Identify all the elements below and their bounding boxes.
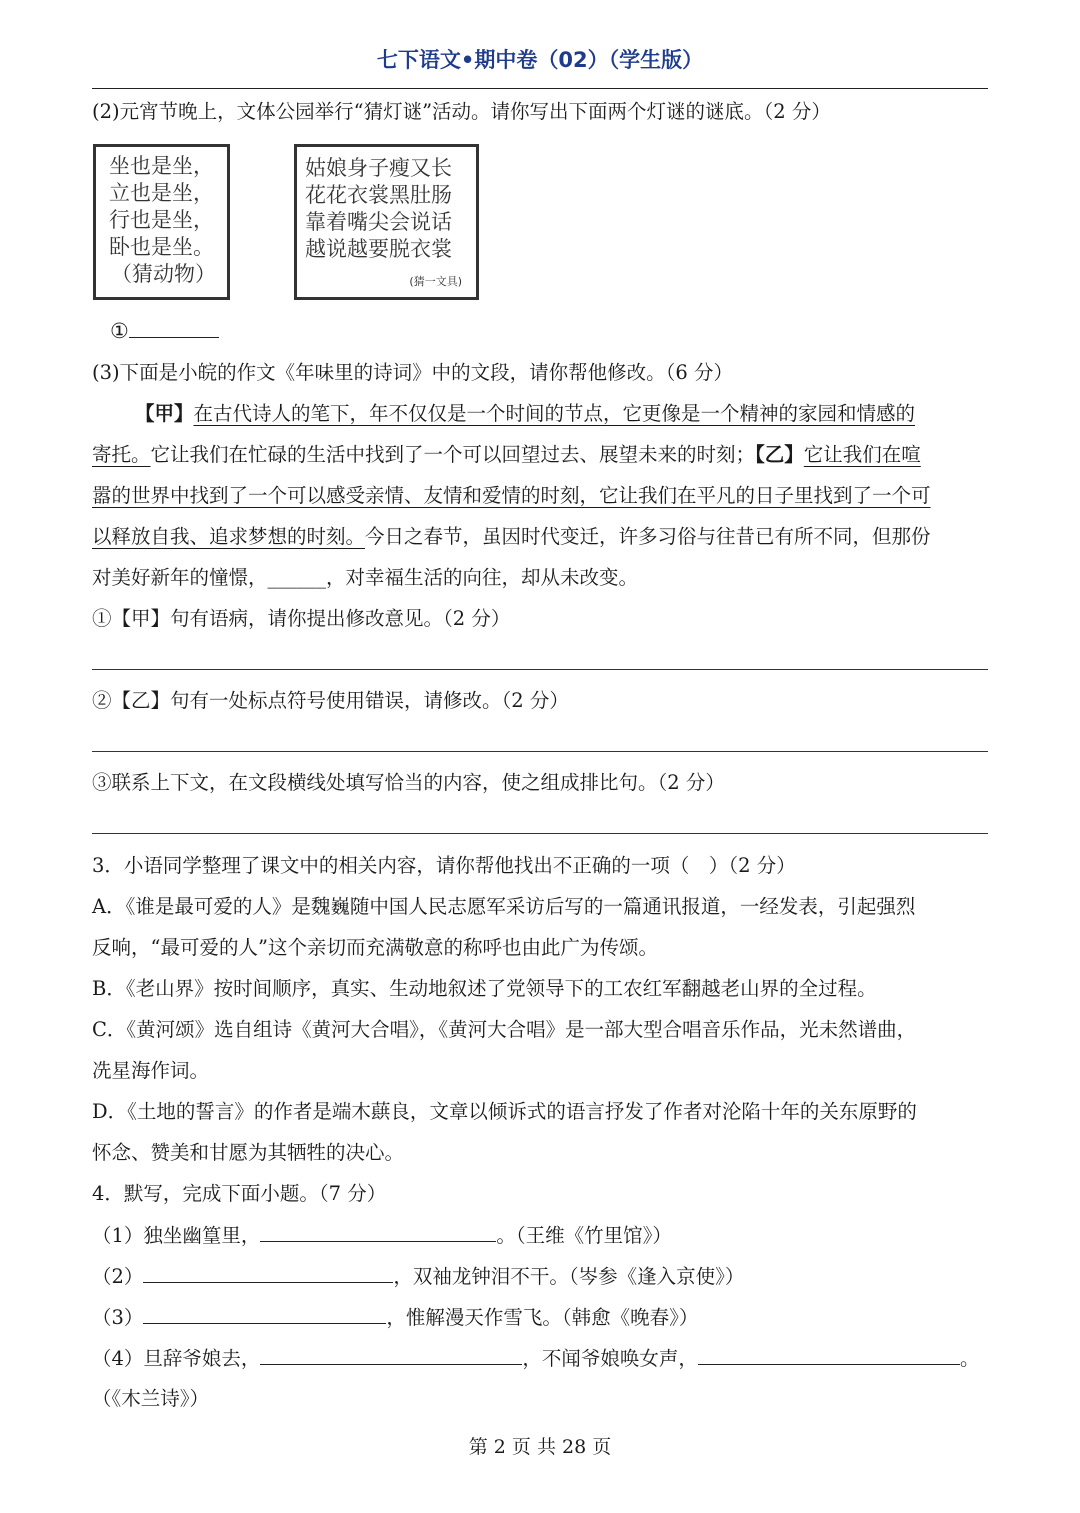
passage-line-1 (135, 400, 915, 428)
dictation-blank[interactable] (143, 1303, 386, 1324)
riddle-1-line: 卧也是坐。 (109, 235, 214, 259)
dictation-blank[interactable] (143, 1262, 393, 1283)
dictation-blank[interactable] (260, 1221, 496, 1242)
passage-line-3 (92, 482, 931, 510)
dictation-text: （4）旦辞爷娘去， (92, 1347, 261, 1370)
riddle-2-line: 姑娘身子瘦又长 (305, 156, 452, 180)
header-divider (92, 88, 988, 89)
option-d-cont: 怀念、赞美和甘愿为其牺牲的决心。 (92, 1141, 405, 1164)
sub-question-1: ①【甲】句有语病，请你提出修改意见。（2 分） (92, 607, 511, 630)
passage-sentence-yi: 嚣的世界中找到了一个可以感受亲情、友情和爱情的时刻，它让我们在平凡的日子里找到了一个可 (92, 484, 931, 507)
page-number: 第 2 页 共 28 页 (468, 1436, 612, 1458)
answer-line-3[interactable] (92, 833, 988, 834)
passage-text: 今日之春节，虽因时代变迁，许多习俗与往昔已有所不同，但那份 (365, 525, 931, 548)
option-b: B．《老山界》按时间顺序，真实、生动地叙述了党领导下的工农红军翻越老山界的全过程。 (92, 977, 877, 1000)
question-4-prompt: 4．默写，完成下面小题。（7 分） (92, 1182, 387, 1205)
dictation-text: ，惟解漫天作雪飞。（韩愈《晚春》） (386, 1306, 699, 1329)
dictation-item-4 (92, 1344, 979, 1373)
dictation-text: （3） (92, 1306, 144, 1329)
riddle-answer-1[interactable] (110, 317, 219, 345)
dictation-text: （2） (92, 1265, 144, 1288)
riddle-2-line: 靠着嘴尖会说话 (305, 210, 452, 234)
dictation-item-1 (92, 1221, 672, 1250)
dictation-text: （1）独坐幽篁里， (92, 1224, 261, 1247)
riddle-2-line: 越说越要脱衣裳 (305, 237, 452, 261)
page-header-title: 七下语文•期中卷（02）（学生版） (376, 48, 704, 72)
dictation-text: 。（王维《竹里馆》） (496, 1224, 672, 1247)
riddle-1-line: 坐也是坐， (109, 154, 214, 178)
passage-line-4 (92, 523, 931, 551)
dictation-item-2 (92, 1262, 744, 1291)
option-d: D．《土地的誓言》的作者是端木蕻良，文章以倾诉式的语言抒发了作者对沦陷十年的关东原野的 (92, 1100, 917, 1123)
riddle-1-line: 行也是坐， (109, 208, 214, 232)
passage-sentence-jia-end: 寄托。 (92, 443, 151, 466)
question-2-2-prompt: (2)元宵节晚上，文体公园举行“猜灯谜”活动。请你写出下面两个灯谜的谜底。（2 分） (92, 100, 831, 123)
passage-sentence-jia: 在古代诗人的笔下，年不仅仅是一个时间的节点，它更像是一个精神的家园和情感的 (193, 402, 916, 425)
dictation-text: 。 (959, 1347, 980, 1370)
option-a: A．《谁是最可爱的人》是魏巍随中国人民志愿军采访后写的一篇通讯报道，一经发表，引起强烈 (92, 895, 916, 918)
question-2-3-prompt: (3)下面是小皖的作文《年味里的诗词》中的文段，请你帮他修改。（6 分） (92, 361, 733, 384)
sub-question-2: ②【乙】句有一处标点符号使用错误，请修改。（2 分） (92, 689, 569, 712)
passage-tag-yi: 【乙】 (755, 443, 804, 466)
riddle-2-line: 花花衣裳黑肚肠 (305, 183, 452, 207)
answer-1-label: ① (110, 319, 129, 343)
passage-line-5: 对美好新年的憧憬，______，对幸福生活的向往，却从未改变。 (92, 566, 639, 589)
passage-line-2 (92, 441, 921, 469)
passage-tag-jia: 【甲】 (135, 402, 194, 425)
dictation-text: ，不闻爷娘唤女声， (522, 1347, 698, 1370)
answer-line-1[interactable] (92, 669, 988, 670)
riddle-1-line: 立也是坐， (109, 181, 214, 205)
sub-question-3: ③联系上下文，在文段横线处填写恰当的内容，使之组成排比句。（2 分） (92, 771, 725, 794)
question-3-prompt: 3．小语同学整理了课文中的相关内容，请你帮他找出不正确的一项（ ）（2 分） (92, 854, 796, 877)
riddle-box-2 (294, 144, 479, 300)
answer-1-blank[interactable] (129, 317, 219, 338)
option-a-cont: 反响，“最可爱的人”这个亲切而充满敬意的称呼也由此广为传颂。 (92, 936, 658, 959)
dictation-blank[interactable] (698, 1344, 960, 1365)
riddle-box-1 (93, 144, 230, 300)
passage-sentence-yi-end: 以释放自我、追求梦想的时刻。 (92, 525, 366, 548)
answer-line-2[interactable] (92, 751, 988, 752)
dictation-item-3 (92, 1303, 698, 1332)
dictation-blank[interactable] (260, 1344, 522, 1365)
option-c: C．《黄河颂》选自组诗《黄河大合唱》，《黄河大合唱》是一部大型合唱音乐作品，光未然谱曲， (92, 1018, 917, 1041)
passage-sentence-yi: 它让我们在喧 (803, 443, 921, 466)
passage-text: 它让我们在忙碌的生活中找到了一个可以回望过去、展望未来的时刻； (150, 443, 756, 466)
riddle-1-hint: （猜动物） (111, 262, 216, 286)
dictation-item-4-source: （《木兰诗》） (92, 1387, 210, 1410)
option-c-cont: 冼星海作词。 (92, 1059, 210, 1082)
dictation-text: ，双袖龙钟泪不干。（岑参《逢入京使》） (393, 1265, 745, 1288)
riddle-2-hint: (猜一文具) (409, 275, 462, 288)
